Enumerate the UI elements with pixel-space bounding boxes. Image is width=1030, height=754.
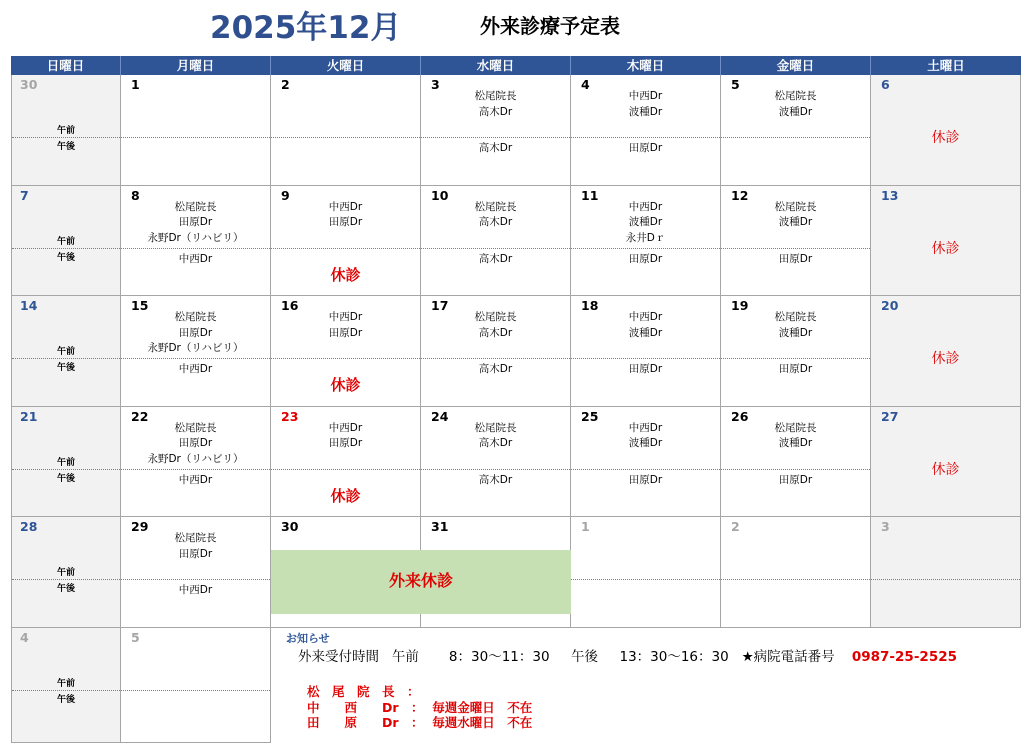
day-number: 30 [281,519,299,535]
am-pm-divider [121,137,270,138]
am-schedule [12,89,120,137]
doctor-entry: 高木Dr [478,252,513,265]
am-schedule [12,310,120,358]
day-cell[interactable] [871,407,1021,518]
day-cell[interactable] [11,186,121,297]
doctor-entry: 永野Dr（リハビリ） [147,342,244,355]
day-cell[interactable] [121,407,271,518]
weekday-thu: 木曜日 [571,56,721,75]
doctor-entry: 田原Dr [178,437,213,450]
am-schedule [121,89,270,137]
am-schedule [121,531,270,579]
pm-schedule [571,141,720,156]
calendar-week [11,75,1021,186]
am-label: 午前 [56,126,75,136]
am-pm-divider [421,248,570,249]
hours-pm-label: 午後 [571,649,599,665]
doctor-entry: 松尾院長 [774,311,817,324]
doctor-entry: 高木Dr [478,437,513,450]
pm-label: 午後 [56,473,75,484]
doctor-entry: 田原Dr [778,252,813,265]
doctor-name: 中 西 Dr ： [307,700,424,715]
am-schedule [121,642,270,690]
pm-label: 午後 [56,252,75,263]
am-pm-divider [271,469,420,470]
doctor-entry: 中西Dr [178,252,213,265]
pm-label: 午後 [56,694,75,705]
am-schedule [421,200,570,248]
closed-label: 休診 [330,486,361,505]
doctor-entry: 田原Dr [778,473,813,486]
doctor-entry: 松尾院長 [174,311,217,324]
closed-label: 休診 [931,240,960,257]
pm-schedule [421,252,570,267]
doctor-entry: 中西Dr [328,421,363,434]
doctor-entry: 中西Dr [628,90,663,102]
day-number: 1 [131,77,140,92]
doctor-entry: 松尾院長 [474,311,517,324]
closed-label: 休診 [330,376,361,395]
calendar-week [11,407,1021,518]
notice-hours [298,645,957,665]
am-pm-divider [721,579,870,580]
am-schedule [271,89,420,137]
am-pm-divider [571,248,720,249]
day-number: 5 [731,77,740,92]
am-pm-divider [421,358,570,359]
day-number: 2 [281,77,290,92]
am-schedule [271,200,420,248]
day-number: 9 [281,187,290,203]
am-schedule [421,421,570,469]
am-pm-divider [12,248,120,249]
day-number: 31 [431,519,449,535]
am-pm-divider [12,358,120,359]
am-pm-divider [421,137,570,138]
day-cell[interactable] [871,296,1021,407]
am-schedule [571,200,720,248]
doctor-entry: 田原Dr [328,437,363,450]
phone-label: ★病院電話番号 [741,649,835,665]
am-schedule [571,531,720,579]
am-label: 午前 [56,678,75,689]
am-schedule [721,531,870,579]
doctor-entry: 波種Dr [778,326,813,339]
day-cell[interactable] [121,296,271,407]
page-title: 2025年12月 [210,10,402,46]
doctor-entry: 波種Dr [778,105,813,118]
weekday-tue: 火曜日 [271,56,421,75]
day-number: 3 [431,77,440,92]
doctor-entry: 田原Dr [628,142,663,154]
am-schedule [121,421,270,469]
day-cell[interactable] [121,517,271,628]
am-schedule [421,89,570,137]
day-number: 10 [431,187,449,203]
day-number: 12 [731,187,749,203]
day-number: 13 [881,187,899,203]
day-number: 26 [731,408,749,424]
calendar-week [11,186,1021,297]
day-number: 3 [881,519,890,535]
day-number: 4 [20,629,29,645]
am-label: 午前 [56,568,75,579]
am-label: 午前 [56,236,75,247]
hours-am-label: 午前 [391,649,419,665]
weekday-wed: 水曜日 [421,56,571,75]
am-schedule [12,642,120,690]
day-cell[interactable] [721,296,871,407]
am-pm-divider [12,579,120,580]
doctor-name: 松 尾 院 長 ： [307,684,420,699]
am-pm-divider [721,248,870,249]
pm-schedule [721,473,870,488]
hours-pm-time: 13：30～16：30 [619,649,729,665]
day-number: 21 [20,408,38,424]
am-schedule [121,310,270,358]
am-pm-divider [271,137,420,138]
doctor-entry: 中西Dr [328,311,363,324]
doctor-entry: 中西Dr [628,200,663,213]
weekday-sun: 日曜日 [11,56,121,75]
am-label: 午前 [56,347,75,358]
day-cell[interactable] [421,186,571,297]
am-schedule [721,89,870,137]
doctor-entry: 波種Dr [628,326,663,339]
hours-am-time: 8：30～11：30 [448,649,550,665]
hours-label: 外来受付時間 [298,649,379,665]
doctor-entry: 田原Dr [328,326,363,339]
doctor-entry: 松尾院長 [774,90,817,102]
doctor-entry: 松尾院長 [474,421,517,434]
am-pm-divider [721,469,870,470]
am-schedule [12,421,120,469]
am-pm-divider [121,469,270,470]
day-number: 29 [131,519,149,535]
day-number: 30 [20,77,38,92]
day-number: 2 [731,519,740,535]
doctor-entry: 高木Dr [478,216,513,229]
day-number: 20 [881,298,899,314]
day-cell[interactable] [571,517,721,628]
pm-schedule [421,473,570,488]
closed-label: 休診 [931,461,960,478]
day-number: 1 [581,519,590,535]
phone-number: 0987-25-2525 [851,649,957,665]
day-number: 11 [581,187,599,203]
day-number: 15 [131,298,149,314]
day-cell[interactable] [721,75,871,186]
am-pm-divider [271,248,420,249]
day-number: 7 [20,187,29,203]
day-cell[interactable] [871,186,1021,297]
doctor-entry: 波種Dr [778,437,813,450]
day-cell[interactable] [11,628,121,743]
pm-schedule [571,362,720,377]
doctor-entry: 田原Dr [628,363,663,376]
day-number: 25 [581,408,599,424]
doctor-name: 田 原 Dr ： [307,715,424,730]
doctor-note [307,713,532,731]
doctor-entry: 高木Dr [478,473,513,486]
doctor-entry: 田原Dr [178,216,213,229]
am-pm-divider [121,579,270,580]
pm-label: 午後 [56,584,75,595]
am-schedule [571,421,720,469]
doctor-entry: 松尾院長 [474,200,517,213]
am-schedule [271,421,420,469]
am-pm-divider [721,137,870,138]
pm-schedule [121,252,270,267]
am-schedule [571,310,720,358]
calendar [11,56,1021,743]
day-number: 28 [20,519,38,535]
day-cell[interactable] [271,296,421,407]
am-pm-divider [421,469,570,470]
day-cell[interactable] [421,407,571,518]
weekday-mon: 月曜日 [121,56,271,75]
day-cell[interactable] [11,517,121,628]
doctor-entry: 松尾院長 [174,200,217,213]
am-schedule [721,421,870,469]
am-schedule [721,310,870,358]
doctor-entry: 田原Dr [628,252,663,265]
day-cell[interactable] [11,75,121,186]
doctor-entry: 高木Dr [478,326,513,339]
am-pm-divider [12,469,120,470]
pm-schedule [121,473,270,488]
day-number: 18 [581,298,599,314]
doctor-entry: 松尾院長 [174,532,217,545]
am-pm-divider [571,469,720,470]
pm-schedule [721,362,870,377]
calendar-weeks [11,75,1021,743]
am-schedule [721,200,870,248]
day-number: 4 [581,77,590,92]
pm-label: 午後 [56,142,75,152]
am-schedule [12,531,120,579]
am-pm-divider [571,579,720,580]
day-cell[interactable] [421,296,571,407]
doctor-entry: 高木Dr [478,105,513,118]
doctor-entry: 永野Dr（リハビリ） [147,452,244,465]
doctor-entry: 中西Dr [178,473,213,486]
am-schedule [271,310,420,358]
doctor-entry: 波種Dr [778,216,813,229]
doctor-entry: 高木Dr [478,363,513,376]
pm-schedule [571,473,720,488]
doctor-schedule: 毎週金曜日 不在 [432,700,533,715]
doctor-entry: 田原Dr [178,326,213,339]
am-schedule [12,200,120,248]
weekday-header [11,56,1021,75]
am-schedule [871,531,1020,579]
am-label: 午前 [56,457,75,468]
doctor-schedule: 毎週水曜日 不在 [432,715,533,730]
weekday-sat: 土曜日 [927,58,965,73]
am-pm-divider [871,579,1020,580]
day-cell[interactable] [271,407,421,518]
am-schedule [421,310,570,358]
day-number: 8 [131,187,140,203]
doctor-entry: 松尾院長 [174,421,217,434]
calendar-week [11,296,1021,407]
day-cell[interactable] [721,517,871,628]
am-pm-divider [571,137,720,138]
outpatient-closed-band: 外来休診 [271,550,571,614]
day-cell[interactable] [721,186,871,297]
doctor-entry: 中西Dr [328,200,363,213]
doctor-entry: 永野Dr（リハビリ） [147,231,244,244]
day-number: 5 [131,629,140,645]
day-cell[interactable] [571,75,721,186]
day-number: 6 [881,77,890,92]
day-cell[interactable] [271,75,421,186]
doctor-entry: 松尾院長 [774,200,817,213]
day-cell[interactable] [571,407,721,518]
day-number: 14 [20,298,38,314]
pm-label: 午後 [56,363,75,374]
day-number: 17 [431,298,449,314]
day-cell[interactable] [871,75,1021,186]
doctor-entry: 田原Dr [328,216,363,229]
pm-schedule [721,252,870,267]
closed-label: 休診 [931,130,960,146]
doctor-entry: 田原Dr [778,363,813,376]
am-pm-divider [571,358,720,359]
day-number: 23 [281,408,299,424]
day-number: 19 [731,298,749,314]
pm-schedule [571,252,720,267]
page-subtitle: 外来診療予定表 [480,14,620,38]
doctor-entry: 高木Dr [478,142,513,154]
day-cell[interactable] [871,517,1021,628]
day-cell[interactable] [11,407,121,518]
day-cell[interactable] [571,296,721,407]
day-number: 27 [881,408,899,424]
day-cell[interactable] [271,186,421,297]
pm-schedule [421,141,570,156]
doctor-entry: 波種Dr [628,437,663,450]
am-pm-divider [121,690,270,691]
doctor-entry: 田原Dr [628,473,663,486]
doctor-entry: 中西Dr [628,421,663,434]
am-pm-divider [271,358,420,359]
doctor-entry: 中西Dr [628,311,663,324]
am-pm-divider [12,690,120,691]
am-pm-divider [121,358,270,359]
day-cell[interactable] [121,75,271,186]
day-cell[interactable] [421,75,571,186]
pm-schedule [121,583,270,598]
am-pm-divider [121,248,270,249]
doctor-entry: 松尾院長 [474,90,517,102]
doctor-entry: 波種Dr [628,105,663,118]
doctor-entry: 永井Dｒ [625,231,666,244]
am-schedule [121,200,270,248]
day-number: 16 [281,298,299,314]
pm-schedule [121,362,270,377]
am-pm-divider [12,137,120,138]
day-cell[interactable] [571,186,721,297]
day-number: 24 [431,408,449,424]
day-cell[interactable] [121,628,271,743]
doctor-entry: 松尾院長 [774,421,817,434]
doctor-entry: 中西Dr [178,584,213,597]
am-pm-divider [721,358,870,359]
day-number: 22 [131,408,149,424]
day-cell[interactable] [11,296,121,407]
doctor-entry: 中西Dr [178,363,213,376]
closed-label: 休診 [330,265,361,284]
pm-schedule [421,362,570,377]
notice-label: お知らせ [286,632,330,645]
am-schedule [571,89,720,137]
doctor-entry: 波種Dr [628,216,663,229]
day-cell[interactable] [721,407,871,518]
day-cell[interactable] [121,186,271,297]
closed-label: 休診 [931,351,960,368]
weekday-fri: 金曜日 [721,56,871,75]
doctor-entry: 田原Dr [178,547,213,560]
